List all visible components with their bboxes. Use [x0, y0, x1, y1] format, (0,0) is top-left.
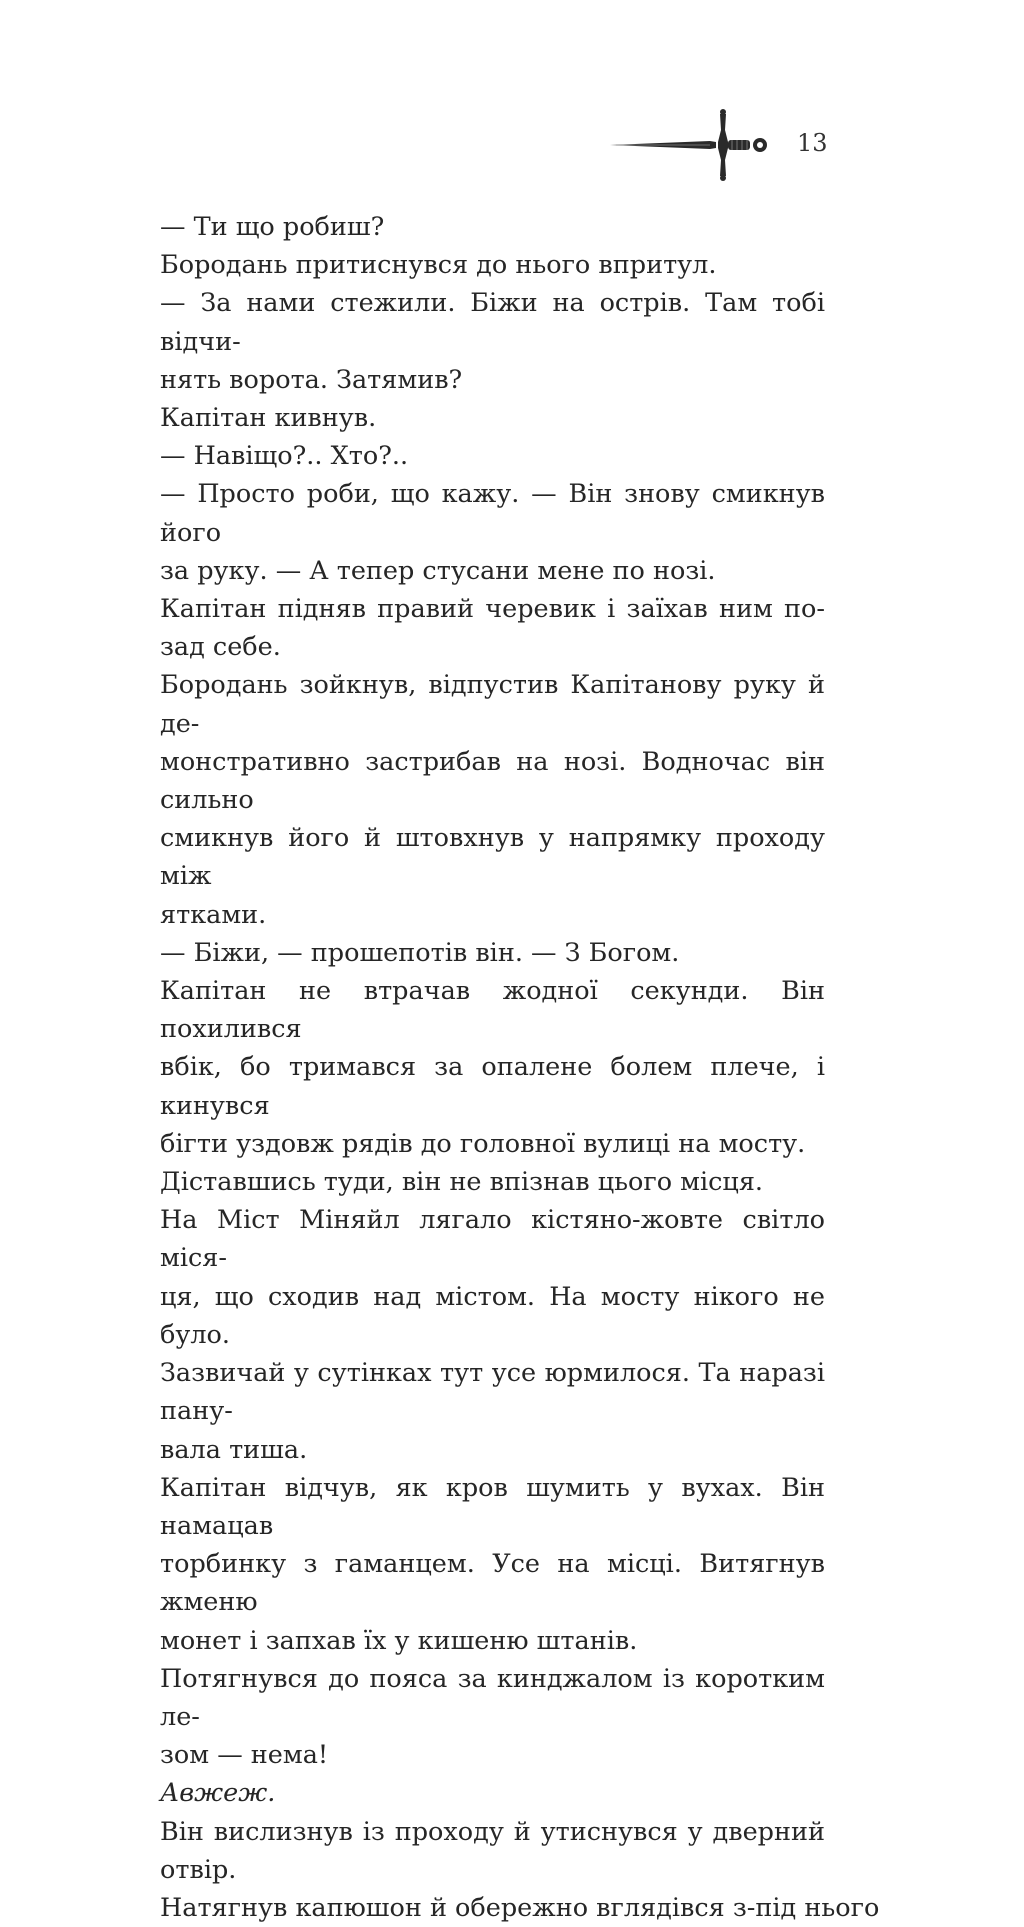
text-line: бігти уздовж рядів до головної вулиці на мосту.: [160, 1128, 806, 1159]
text-line: Бородань зойкнув, відпустив Капітанову руку й де-: [160, 670, 825, 739]
text-line: — Просто роби, що кажу. — Він знову смикнув його: [160, 479, 825, 548]
paragraph: [160, 246, 825, 284]
paragraph: [160, 666, 825, 933]
text-line: вала тиша.: [160, 1434, 308, 1465]
page-header: [610, 100, 840, 190]
paragraph: [160, 1163, 825, 1201]
paragraph: [160, 1774, 825, 1812]
text-line: вбік, бо тримався за опалене болем плече, і кинувся: [160, 1052, 825, 1121]
text-line: Авжеж.: [160, 1778, 276, 1809]
text-line: Бородань притиснувся до нього впритул.: [160, 250, 717, 281]
paragraph: [160, 208, 825, 246]
text-line: — За нами стежили. Біжи на острів. Там тобі відчи-: [160, 288, 825, 357]
text-line: Капітан підняв правий черевик і заїхав ним по-: [160, 594, 825, 625]
text-line: Капітан відчув, як кров шумить у вухах. Він намацав: [160, 1472, 825, 1541]
paragraph: [160, 1469, 825, 1660]
text-line: смикнув його й штовхнув у напрямку проходу між: [160, 823, 825, 892]
paragraph: [160, 399, 825, 437]
text-line: Капітан не втрачав жодної секунди. Він похилився: [160, 976, 825, 1045]
paragraph: [160, 1660, 825, 1775]
text-line: нять ворота. Затямив?: [160, 364, 463, 395]
text-line: Зазвичай у сутінках тут усе юрмилося. Та наразі пану-: [160, 1358, 825, 1427]
paragraph: [160, 437, 825, 475]
paragraph: [160, 1201, 825, 1468]
text-line: Потягнувся до пояса за кинджалом із коротким ле-: [160, 1663, 825, 1732]
text-line: Діставшись туди, він не впізнав цього місця.: [160, 1167, 764, 1198]
text-line: — Ти що робиш?: [160, 212, 385, 242]
text-line: Капітан кивнув.: [160, 403, 377, 434]
paragraph: [160, 972, 825, 1163]
paragraph: [160, 934, 825, 972]
text-line: — Навіщо?.. Хто?..: [160, 441, 409, 472]
text-line: зом — нема!: [160, 1740, 329, 1771]
paragraph: [160, 590, 825, 666]
body-text: [160, 208, 880, 1927]
text-line: за руку. — А тепер стусани мене по нозі.: [160, 555, 716, 586]
dagger-icon: [610, 100, 780, 190]
text-line: ця, що сходив над містом. На мосту нікого не було.: [160, 1281, 825, 1350]
text-line: — Біжи, — прошепотів він. — З Богом.: [160, 937, 680, 968]
text-line: зад себе.: [160, 632, 281, 663]
paragraph: [160, 475, 825, 590]
text-line: торбинку з гаманцем. Усе на місці. Витягнув жменю: [160, 1549, 825, 1618]
paragraph: [160, 284, 825, 399]
page-number: 13: [797, 129, 828, 157]
text-line: монет і запхав їх у кишеню штанів.: [160, 1625, 638, 1656]
text-line: ятками.: [160, 899, 267, 930]
text-line: Натягнув капюшон й обережно вглядівся з-під нього: [160, 1892, 880, 1923]
text-line: монстративно застрибав на нозі. Водночас він сильно: [160, 746, 825, 816]
text-line: Він вислизнув із проходу й утиснувся у дверний отвір.: [160, 1816, 825, 1885]
text-line: На Міст Міняйл лягало кістяно-жовте світло міся-: [160, 1205, 825, 1274]
paragraph: [160, 1813, 880, 1927]
